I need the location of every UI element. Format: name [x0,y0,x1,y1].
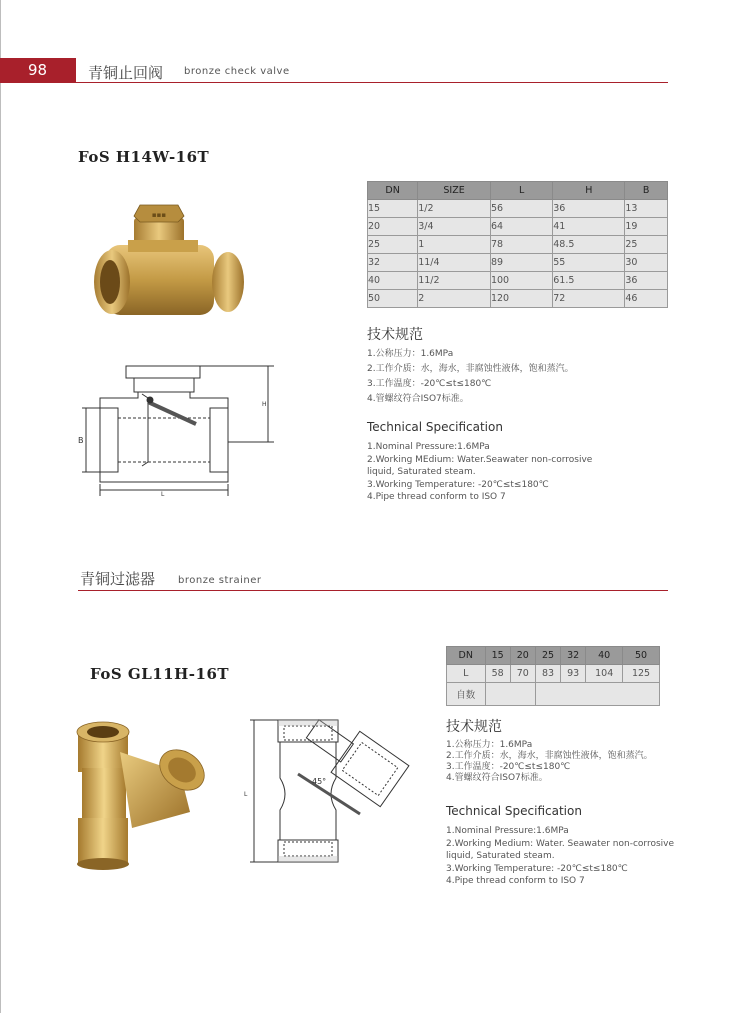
table-cell: 58 [485,665,510,683]
spec-line: 1.公称压力：1.6MPa [446,740,533,750]
spec-line: 2.Working MEdium: Water.Seawater non-corrosive [367,454,593,465]
spec-line: liquid, Saturated steam. [367,467,476,477]
header2-title-cn: 青铜过滤器 [80,570,156,588]
col-header: DN [368,182,418,200]
dim-label-b: B [78,436,84,445]
table-cell: 13 [625,200,668,218]
model-check-valve: FoS H14W-16T [78,148,210,166]
table-cell: 1 [418,236,491,254]
table-cell: 50 [623,647,660,665]
dim-label-h: H [262,401,267,408]
table-row [368,218,668,236]
spec-line: 3.Working Temperature: -20℃≤t≤180℃ [367,479,549,490]
header2-title-en: bronze strainer [178,575,262,586]
table-cell: 19 [625,218,668,236]
table-cell: 30 [625,254,668,272]
table-cell: 2 [418,290,491,308]
table-cell: 70 [510,665,535,683]
table-cell: 36 [625,272,668,290]
table-cell: 3/4 [418,218,491,236]
spec-line: liquid, Saturated steam. [446,851,555,861]
table-cell: 120 [490,290,552,308]
check-valve-spec-table [367,181,668,308]
table-cell: 50 [368,290,418,308]
spec-title-en: Technical Specification [367,420,503,434]
spec-line: 2.工作介质：水，海水，非腐蚀性液体，饱和蒸汽。 [446,751,653,761]
spec2-title-en: Technical Specification [446,804,582,818]
header-title-cn: 青铜止回阀 [88,64,164,82]
spec-title-cn: 技术规范 [367,327,423,343]
spec-line: 4.Pipe thread conform to ISO 7 [367,492,506,502]
svg-text:▪▪▪: ▪▪▪ [151,211,167,219]
model-strainer: FoS GL11H-16T [90,665,230,683]
table-row [368,200,668,218]
table-cell: 40 [368,272,418,290]
check-valve-photo [88,200,248,330]
header2-rule [78,590,668,591]
spec2-list-en [446,825,674,888]
spec-line: 4.Pipe thread conform to ISO 7 [446,876,585,886]
spec2-list-cn [446,740,653,784]
strainer-spec-table [446,646,660,706]
table-cell: 46 [625,290,668,308]
table-cell: 40 [586,647,623,665]
table-cell: 56 [490,200,552,218]
check-valve-drawing [78,358,288,498]
table-cell: 25 [625,236,668,254]
table-cell: 93 [561,665,586,683]
spec-line: 2.工作介质：水，海水，非腐蚀性液体，饱和蒸汽。 [367,364,574,374]
table-cell: 1/2 [418,200,491,218]
table-row-count [447,683,660,706]
spec-line: 2.Working Medium: Water. Seawater non-corrosive [446,838,675,849]
spec-line: 1.Nominal Pressure:1.6MPa [446,826,569,836]
table-cell: 89 [490,254,552,272]
row-label: L [447,665,486,683]
dim-label-l: L [161,491,165,498]
table-cell: 100 [490,272,552,290]
table-cell: 61.5 [553,272,625,290]
col-header: L [490,182,552,200]
spec-list-cn [367,347,574,407]
spec-line: 3.工作温度：-20℃≤t≤180℃ [446,762,571,772]
angle-label: 45° [312,777,327,786]
table-cell: 83 [535,665,560,683]
page-edge [0,0,1,1013]
row-label: DN [447,647,486,665]
table-cell: 25 [368,236,418,254]
spec-line: 1.Nominal Pressure:1.6MPa [367,442,490,452]
strainer-drawing [240,714,430,874]
table-cell: 72 [553,290,625,308]
strainer-photo [70,712,220,872]
table-cell: 11/2 [418,272,491,290]
table-cell: 11/4 [418,254,491,272]
table-header-row [368,182,668,200]
header-rule [76,82,668,83]
spec-list-en [367,441,592,504]
spec-line: 3.Working Temperature: -20℃≤t≤180℃ [446,863,628,874]
spec2-title-cn: 技术规范 [446,719,502,735]
table-row [368,290,668,308]
table-cell: 36 [553,200,625,218]
spec-line: 3.工作温度：-20℃≤t≤180℃ [367,379,492,389]
col-header: H [553,182,625,200]
dim-label-l: L [244,791,248,798]
table-cell: 125 [623,665,660,683]
table-cell: 32 [368,254,418,272]
table-cell: 25 [535,647,560,665]
table-row-l [447,665,660,683]
table-cell: 32 [561,647,586,665]
table-cell: 20 [368,218,418,236]
table-cell: 48.5 [553,236,625,254]
page-number: 98 [0,58,76,83]
spec-line: 1.公称压力：1.6MPa [367,349,454,359]
table-cell: 41 [553,218,625,236]
col-header: SIZE [418,182,491,200]
header-title-en: bronze check valve [184,66,290,77]
count-label: 自数 [447,683,486,706]
table-cell: 104 [586,665,623,683]
table-cell: 55 [553,254,625,272]
spec-line: 4.管螺纹符合ISO7标准。 [367,394,469,404]
col-header: B [625,182,668,200]
table-row [368,272,668,290]
table-cell: 64 [490,218,552,236]
table-cell: 15 [368,200,418,218]
table-row-dn [447,647,660,665]
table-cell: 20 [510,647,535,665]
table-row [368,236,668,254]
spec-line: 4.管螺纹符合ISO7标准。 [446,773,548,783]
table-cell: 15 [485,647,510,665]
table-cell: 78 [490,236,552,254]
table-row [368,254,668,272]
